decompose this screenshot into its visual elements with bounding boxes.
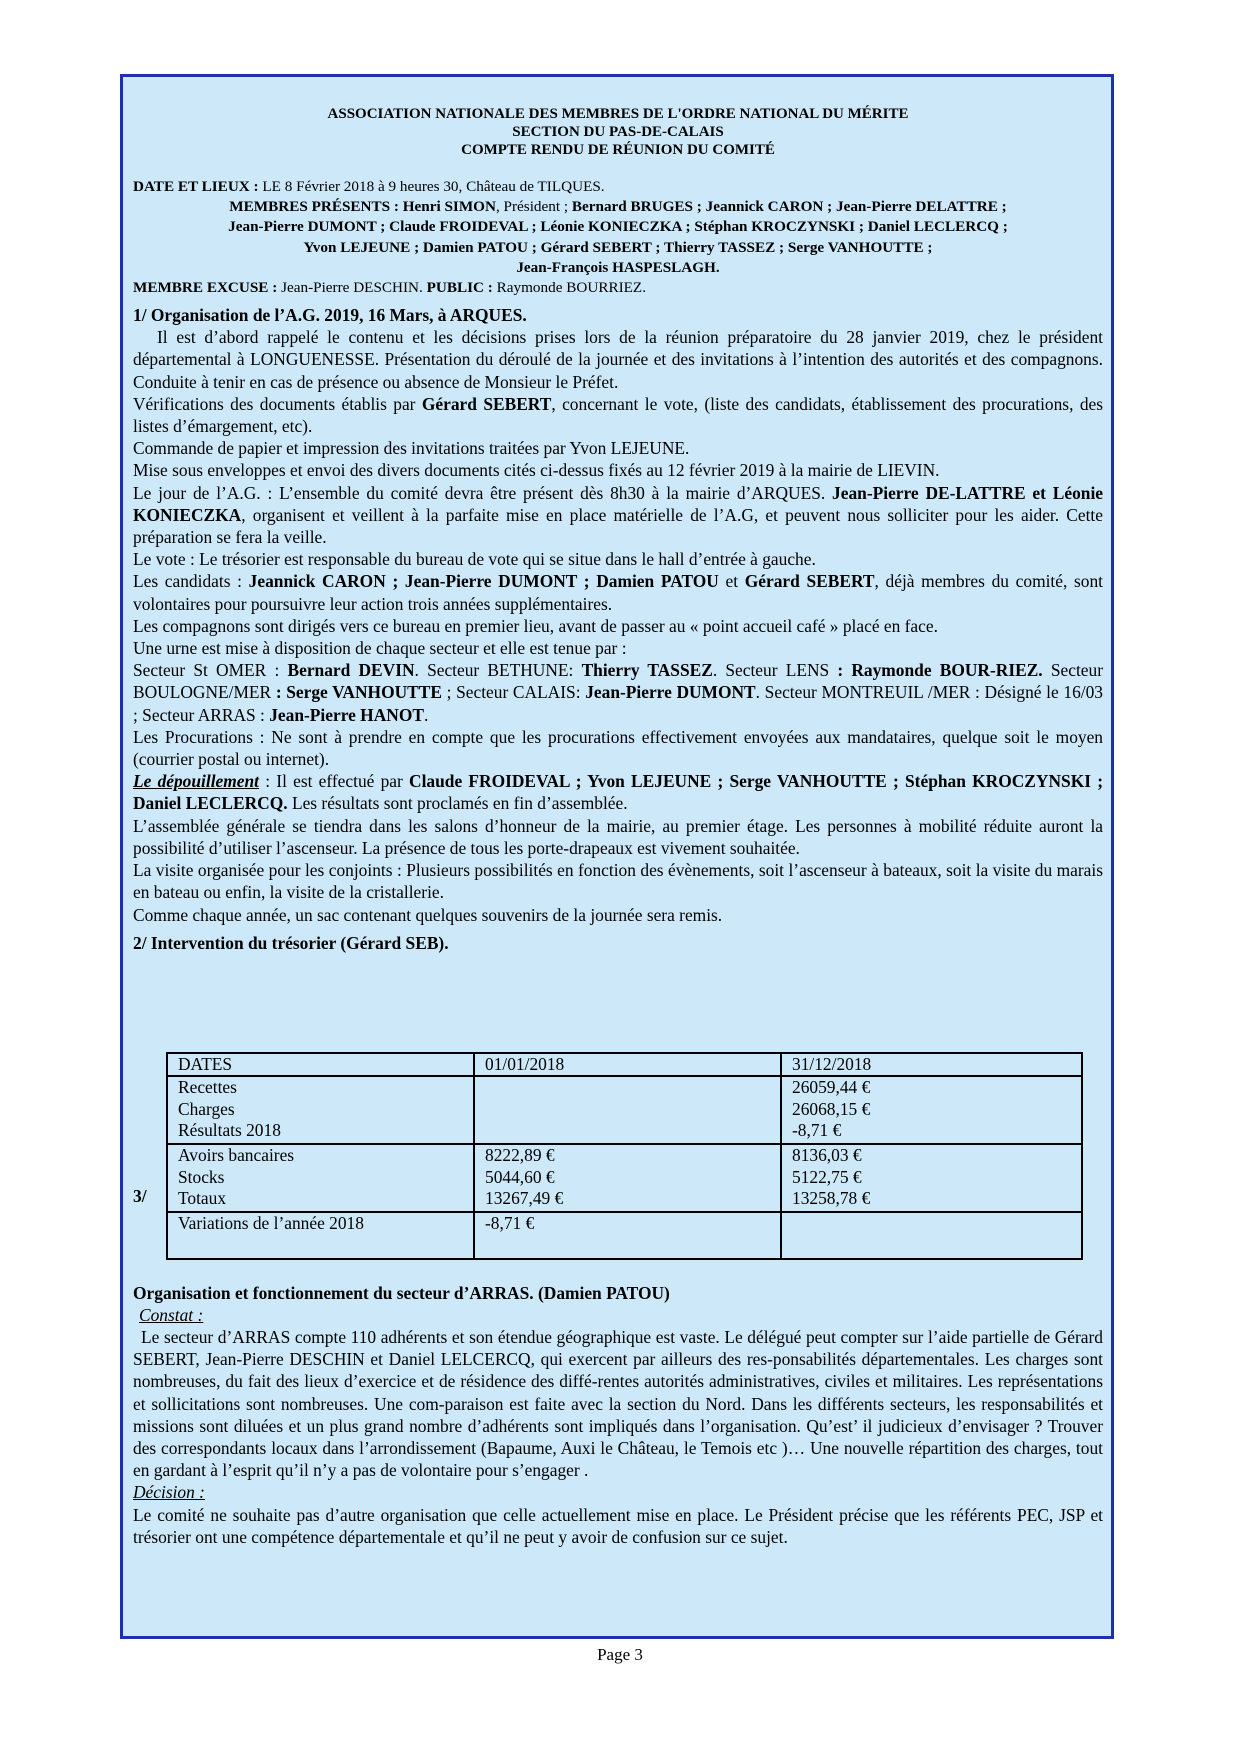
table-header-row [167,1053,1082,1077]
section-1-title: 1/ Organisation de l’A.G. 2019, 16 Mars, à ARQUES. [133,305,527,326]
members-line-1: Bernard BRUGES ; Jeannick CARON ; Jean-Pierre DELATTRE ; [571,198,1007,216]
table-cell: -8,71 € [474,1212,781,1259]
constat-label: Constat : [139,1304,204,1325]
s1-p8: Les compagnons sont dirigés vers ce bureau en premier lieu, avant de passer au « point accueil café » placé en face. [133,615,938,636]
title-line-2: SECTION DU PAS-DE-CALAIS [512,124,724,140]
s1-p9: Une urne est mise à disposition de chaque secteur et elle est tenue par : [133,638,627,659]
table-cell: Recettes Charges Résultats 2018 [167,1076,474,1144]
table-row [167,1212,1082,1259]
table-cell: Avoirs bancaires Stocks Totaux [167,1144,474,1212]
document-frame [120,74,1114,1639]
decision-label: Décision : [133,1482,205,1503]
treasury-table [166,1052,1083,1261]
s1-p15: Comme chaque année, un sac contenant quelques souvenirs de la journée sera remis. [133,904,723,925]
title-line-1: ASSOCIATION NATIONALE DES MEMBRES DE L'ORDRE NATIONAL DU MÉRITE [327,106,909,122]
s1-p12: Le dépouillement : Il est effectué par Claude FROIDEVAL ; Yvon LEJEUNE ; Serge VANHOUTTE ; Stéphan KROCZYNSKI ; Daniel LECLERCQ. Les résultats sont proclamés en fin d’assemblée. [133,771,1103,814]
public-label: PUBLIC : [426,279,493,297]
s1-p7: Les candidats : Jeannick CARON ; Jean-Pierre DUMONT ; Damien PATOU et Gérard SEBERT, déjà membres du comité, sont volontaires pour poursuivre leur action trois années supplémentaires. [133,571,1103,614]
s1-p1: Il est d’abord rappelé le contenu et les décisions prises lors de la réunion préparatoire du 28 janvier 2019, chez le président départemental à LONGUENESSE. Présentation du déroulé de la journée et des invitations à l’intention des autorités et des compagnons. Conduite à tenir en cas de présence ou absence de Monsieur le Préfet. [133,327,1103,392]
meeting-meta [133,177,1103,298]
section-1-body [133,326,1103,925]
table-row [167,1076,1082,1144]
page-number: Page 3 [597,1645,643,1664]
title-line-3: COMPTE RENDU DE RÉUNION DU COMITÉ [461,142,775,158]
table-row [167,1144,1082,1212]
table-cell [474,1076,781,1144]
s1-p4: Mise sous enveloppes et envoi des divers documents cités ci-dessus fixés au 12 février 2019 à la mairie de LIEVIN. [133,460,940,481]
constat-text: Le secteur d’ARRAS compte 110 adhérents et son étendue géographique est vaste. Le délégué peut compter sur l’aide partielle de Gérard SEBERT, Jean-Pierre DESCHIN et Daniel LELCERCQ, qui exercent par ailleurs des res-ponsabilités départementales. Les charges sont nombreuses, du fait des lieux d’exercice et de résidence des diffé-rentes autorités administratives, civiles et militaires. Les représentations et sollicitations sont nombreuses. Une com-paraison est faite avec la section du Nord. Dans les différents secteurs, les responsabilités et missions sont diluées et un plus grand nombre d’adhérents sont impliqués dans l’organisation. Qu’est’ il judicieux d’envisager ? Trouver des correspondants locaux dans l’arrondissement (Bapaume, Auxi le Château, le Temois etc )… Une nouvelle répartition des charges, tout en gardant à l’esprit qu’il n’y a pas de volontaire pour s’engager . [133,1326,1103,1481]
depouillement-label: Le dépouillement [133,771,260,792]
excuse-label: MEMBRE EXCUSE : [133,279,278,297]
document-body [133,105,1103,1548]
s1-p11: Les Procurations : Ne sont à prendre en compte que les procurations effectivement envoyées aux mandataires, quelque soit le moyen (courrier postal ou internet). [133,726,1103,770]
section-3-body [133,1304,1103,1548]
section-3-title: Organisation et fonctionnement du secteur d’ARRAS. (Damien PATOU) [133,1282,670,1303]
table-cell: 26059,44 € 26068,15 € -8,71 € [781,1076,1082,1144]
decision-text: Le comité ne souhaite pas d’autre organisation que celle actuellement mise en place. Le Président précise que les référents PEC, JSP et trésorier ont une compétence départementale et qu’il ne peut y avoir de confusion sur ce sujet. [133,1504,1103,1547]
table-cell [781,1212,1082,1259]
section-3-number: 3/ [133,1185,147,1206]
date-label: DATE ET LIEUX : [133,178,259,195]
s1-p5: Le jour de l’A.G. : L’ensemble du comité devra être présent dès 8h30 à la mairie d’ARQUES. Jean-Pierre DE-LATTRE et Léonie KONIECZKA, organisent et veillent à la parfaite mise en place matérielle de l’A.G, et peuvent nous solliciter pour les aider. Cette préparation se fera la veille. [133,482,1103,548]
date-line [133,177,1103,197]
table-header-cell: DATES [167,1053,474,1077]
date-value: LE 8 Février 2018 à 9 heures 30, Château de TILQUES. [258,178,605,195]
members-president: Henri SIMON [398,198,496,216]
public-value: Raymonde BOURRIEZ. [492,279,646,297]
s1-p6: Le vote : Le trésorier est responsable du bureau de vote qui se situe dans le hall d’entrée à gauche. [133,549,816,570]
members-list [133,197,1103,278]
s1-p10: Secteur St OMER : Bernard DEVIN. Secteur BETHUNE: Thierry TASSEZ. Secteur LENS : Raymonde BOUR-RIEZ. Secteur BOULOGNE/MER : Serge VANHOUTTE ; Secteur CALAIS: Jean-Pierre DUMONT. Secteur MONTREUIL /MER : Désigné le 16/03 ; Secteur ARRAS : Jean-Pierre HANOT. [133,660,1103,725]
s1-p3: Commande de papier et impression des invitations traitées par Yvon LEJEUNE. [133,438,690,459]
members-president-role: , Président ; [495,198,572,216]
table-cell: Variations de l’année 2018 [167,1212,474,1259]
members-line-4: Jean-François HASPESLAGH. [516,258,720,276]
treasury-table-wrap [133,1052,1103,1282]
excuse-line [133,278,1103,298]
members-label: MEMBRES PRÉSENTS : [229,198,399,216]
members-line-2: Jean-Pierre DUMONT ; Claude FROIDEVAL ; Léonie KONIECZKA ; Stéphan KROCZYNSKI ; Daniel LECLERCQ ; [228,218,1008,236]
excuse-value: Jean-Pierre DESCHIN. [277,279,427,297]
table-cell: 8136,03 € 5122,75 € 13258,78 € [781,1144,1082,1212]
doc-title [133,105,1103,159]
s1-p2: Vérifications des documents établis par Gérard SEBERT, concernant le vote, (liste des candidats, établissement des procurations, des listes d’émargement, etc). [133,393,1103,437]
table-cell: 8222,89 € 5044,60 € 13267,49 € [474,1144,781,1212]
s1-p14: La visite organisée pour les conjoints : Plusieurs possibilités en fonction des évènements, soit l’ascenseur à bateaux, soit la visite du marais en bateau ou enfin, la visite de la cristallerie. [133,860,1103,903]
section-2-title: 2/ Intervention du trésorier (Gérard SEB). [133,932,449,953]
members-line-3: Yvon LEJEUNE ; Damien PATOU ; Gérard SEBERT ; Thierry TASSEZ ; Serge VANHOUTTE ; [303,238,933,256]
s1-p13: L’assemblée générale se tiendra dans les salons d’honneur de la mairie, au premier étage. Les personnes à mobilité réduite auront la possibilité d’utiliser l’ascenseur. La présence de tous les porte-drapeaux est vivement souhaitée. [133,815,1103,858]
table-header-cell: 31/12/2018 [781,1053,1082,1077]
table-header-cell: 01/01/2018 [474,1053,781,1077]
